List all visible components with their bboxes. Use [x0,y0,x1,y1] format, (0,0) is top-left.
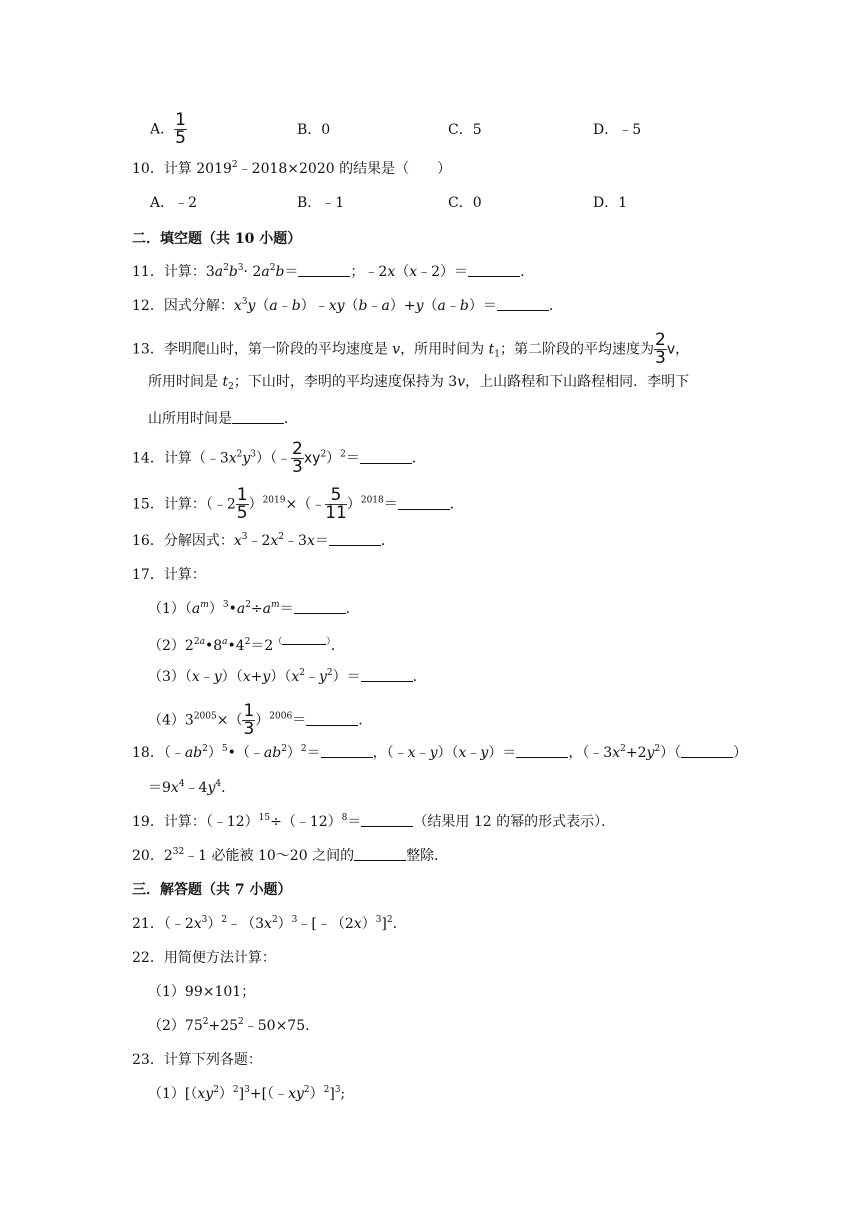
q9-option-d: D．﹣5 [593,122,642,138]
q9-option-b: B．0 [297,122,331,138]
answer-blank[interactable] [321,745,373,758]
answer-blank[interactable] [294,601,346,614]
frac-num: 1 [175,110,186,130]
q9-option-a [150,112,187,147]
q10-option-c: C．0 [448,195,482,211]
question-13-line-3: 山所用时间是 ． [148,411,298,427]
answer-blank[interactable] [360,451,412,464]
question-21: 21．$(﹣2x^3)^2﹣(3x^2)^3﹣[﹣(2x)^3]^2$. [132,915,398,932]
answer-blank[interactable] [306,713,358,726]
q-text: ﹣2018×2020 的结果是（ ） [237,161,452,177]
question-11: 11．计算：$3a^2b^3\cdot 2a^2b=$ ；﹣2x（x﹣2）＝ ． [132,263,535,280]
answer-blank[interactable] [398,497,450,510]
question-17: 17．计算： [132,567,206,583]
q10-option-a: A．﹣2 [150,195,198,211]
q-sup: 2 [231,160,238,170]
question-16: 16．分解因式：$x^3﹣2x^2﹣3x=$ ． [132,532,395,549]
question-23: 23．计算下列各题： [132,1052,262,1068]
q-num: 10． [132,161,164,177]
answer-blank[interactable] [298,264,350,277]
question-17-part-3: $(3)(x﹣y)(x+y)(x^2﹣y^2)=$ ． [148,668,427,685]
question-18-line-1: 18．$(﹣ab^2)^5•(﹣ab^2)^2=$ ，（﹣x﹣y）（x﹣y）＝ ，$(﹣3x^2+2y^2)$（ ） [132,744,748,761]
question-15: 15．计算：（﹣2 $\frac{1}{5}$ ）$^{2019}$×（﹣ $\frac{5}{11}$ ）$^{2018}$＝ ． [132,485,464,523]
question-19: 19．计算：（﹣12）$^{15}$÷（﹣12）$^8$＝ （结果用 12 的幂的形式表示）． [132,813,616,830]
q10-option-d: D．1 [593,195,628,211]
answer-blank[interactable] [232,411,284,424]
question-12: 12．因式分解：$x^3y(a﹣b)﹣xy(b﹣a)+y(a﹣b)=$ ． [132,297,563,314]
question-13-line-1: 13．李明爬山时，第一阶段的平均速度是 v，所用时间为 $t_1$；第二阶段的平均速度为 $\frac{2}{3}$ v， [132,330,690,368]
fraction-five-elevenths: $\frac{5}{11}$ [325,485,347,523]
section-heading-fill-blank: 二．填空题（共 10 小题） [132,231,302,247]
answer-blank[interactable] [681,745,733,758]
question-17-part-2: $(2)2^{2a}•8^a•4^2=2^{( )}$． [148,632,345,655]
question-22: 22．用简便方法计算： [132,950,276,966]
answer-blank[interactable] [468,264,520,277]
question-14: 14．计算$(﹣3x^2y^3)(﹣$ $\frac{2}{3}$ $xy^2)^2=$ ． [132,439,426,477]
answer-blank[interactable] [497,298,549,311]
option-label: A． [150,121,175,138]
q-text: 计算 2019 [163,161,232,177]
frac-den: 5 [175,128,186,148]
q10-option-b: B．﹣1 [297,195,345,211]
question-13-line-2: 所用时间是 $t_2$；下山时，李明的平均速度保持为 3v，上山路程和下山路程相同．李明下 [148,374,690,392]
answer-blank[interactable] [282,632,326,645]
fraction-two-thirds: $\frac{2}{3}$ [655,330,666,368]
q9-option-c: C．5 [448,122,482,138]
answer-blank[interactable] [516,745,568,758]
section-heading-solve: 三．解答题（共 7 小题） [132,882,292,898]
answer-blank[interactable] [361,669,413,682]
question-22-part-1: （1）99×101； [148,984,256,1000]
fraction-one-third: $\frac{1}{3}$ [243,701,255,739]
question-10 [132,158,451,178]
fraction-one-fifth: $\frac{1}{5}$ [236,485,248,523]
fraction-two-thirds: $\frac{2}{3}$ [292,439,303,477]
question-23-part-1: $(1)[(xy^2)^2]^3+[(﹣xy^2)^2]^3$; [148,1085,346,1102]
answer-blank[interactable] [329,533,381,546]
question-20: 20．$2^{32}﹣1$ 必能被 10～20 之间的 整除． [132,847,449,864]
question-18-line-2: $=9x^4﹣4y^4$． [148,779,236,796]
fraction-one-fifth [174,112,187,147]
question-17-part-1: $(1)(a^m)^3•a^2\div a^m=$ ． [148,600,360,617]
answer-blank[interactable] [361,814,413,827]
answer-blank[interactable] [354,848,406,861]
question-17-part-4: $(4)3^{2005}\times$（ $\frac{1}{3}$ ）$^{2006}$＝ ． [148,701,373,739]
question-22-part-2: $(2)75^2+25^2﹣50\times 75$. [148,1017,310,1034]
